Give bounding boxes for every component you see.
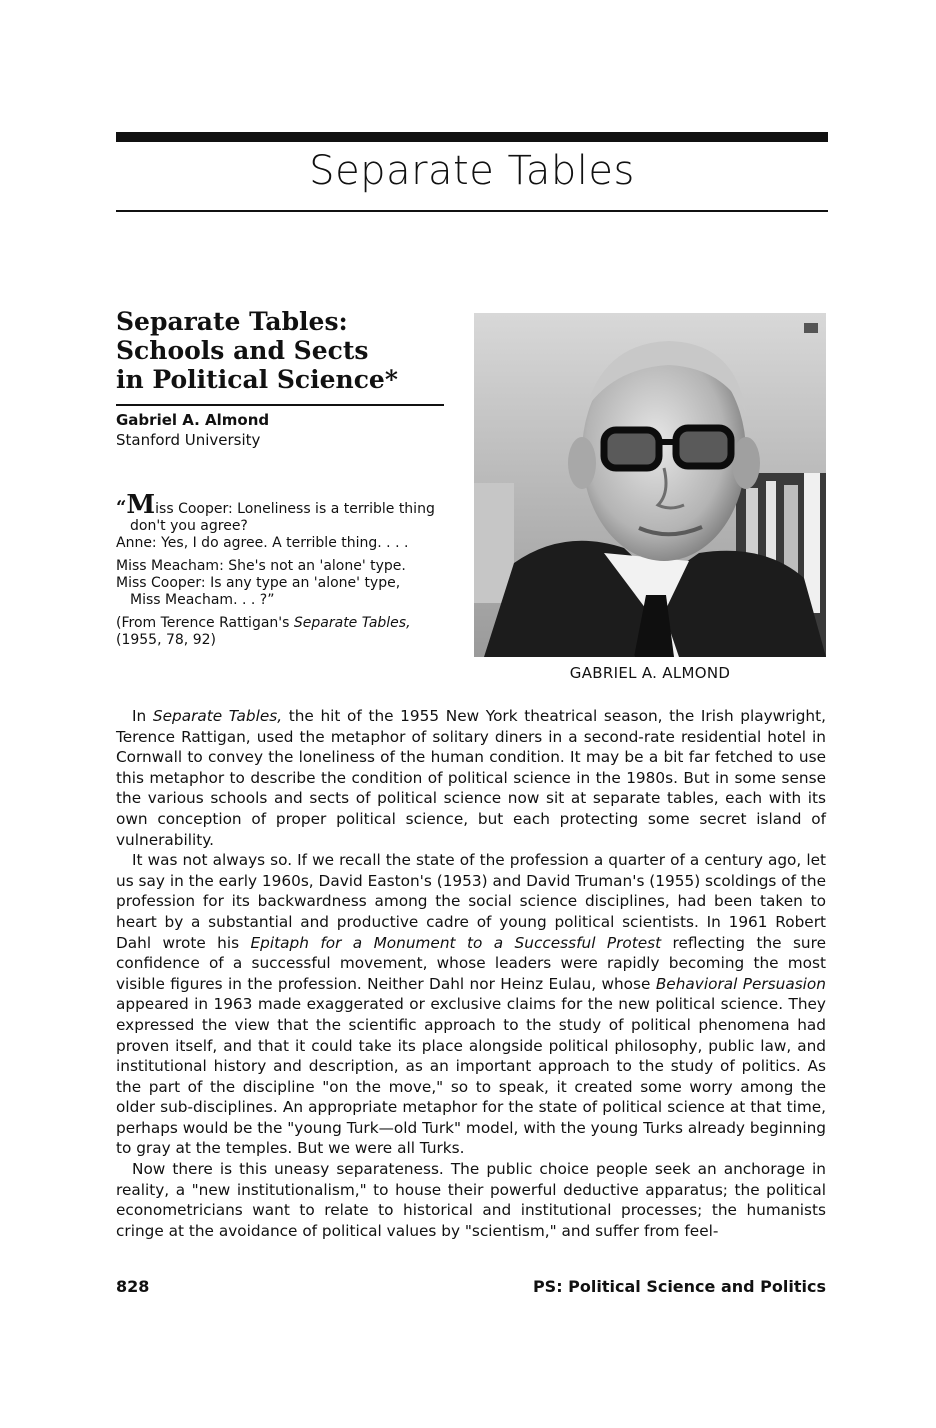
article-title-line: Schools and Sects: [116, 336, 369, 365]
author-photo: [474, 313, 826, 657]
drop-cap: M: [126, 490, 156, 520]
epigraph-line: Anne: Yes, I do agree. A terrible thing. . . .: [116, 535, 409, 551]
title-rule: [116, 404, 444, 406]
epigraph-line: Miss Meacham. . . ?”: [130, 592, 275, 608]
epigraph-line: don't you agree?: [130, 518, 248, 534]
header-bottom-rule: [116, 210, 828, 212]
article-body: [116, 706, 826, 1241]
header-top-rule: [116, 132, 828, 142]
body-paragraph: Now there is this uneasy separateness. The public choice people seek an anchorage in reality, a "new institutionalism," to house their powerful deductive apparatus; the political econometricians want to relate to historical and institutional processes; the humanists cringe at the avoidance of political values by "scientism," and suffer from feel-: [116, 1160, 826, 1240]
author-affiliation: Stanford University: [116, 431, 261, 449]
journal-name: PS: Political Science and Politics: [532, 1277, 826, 1296]
photo-caption: GABRIEL A. ALMOND: [569, 664, 731, 682]
page-number: 828: [116, 1277, 150, 1296]
epigraph-line: “Miss Cooper: Loneliness is a terrible thing: [116, 490, 435, 520]
epigraph-source: (From Terence Rattigan's Separate Tables,: [116, 615, 411, 631]
body-paragraph: In Separate Tables, the hit of the 1955 New York theatrical season, the Irish playwright, Terence Rattigan, used the metaphor of solitary diners in a second-rate residential hotel in Cornwall to convey the loneliness of the human condition. It may be a bit far fetched to use this metaphor to describe the condition of political science in the 1980s. But in some sense the various schools and sects of political science now sit at separate tables, each with its own conception of proper political science, but each protecting some secret island of vulnerability.: [116, 707, 826, 849]
body-paragraph: It was not always so. If we recall the state of the profession a quarter of a century ago, let us say in the early 1960s, David Easton's (1953) and David Truman's (1955) scoldings of the profession for its backwardness among the social science disciplines, had been taken to heart by a substantial and productive cadre of young political scientists. In 1961 Robert Dahl wrote his Epitaph for a Monument to a Successful Protest reflecting the sure confidence of a successful movement, whose leaders were rapidly becoming the most visible figures in the profession. Neither Dahl nor Heinz Eulau, whose Behavioral Persuasion appeared in 1963 made exaggerated or exclusive claims for the new political science. They expressed the view that the scientific approach to the study of political phenomena had proven itself, and that it could take its place alongside political philosophy, public law, and institutional history and description, as an important approach to the study of politics. As the part of the discipline "on the move," so to speak, it created some worry among the older sub-disciplines. An appropriate metaphor for the state of political science at that time, perhaps would be the "young Turk—old Turk" model, with the young Turks already beginning to gray at the temples. But we were all Turks.: [116, 851, 826, 1158]
epigraph-source-year: (1955, 78, 92): [116, 632, 216, 648]
epigraph-line: Miss Meacham: She's not an 'alone' type.: [116, 558, 406, 574]
article-title-line: in Political Science*: [116, 365, 398, 394]
article-title-line: Separate Tables:: [116, 307, 348, 336]
author-name: Gabriel A. Almond: [116, 411, 270, 429]
portrait-image: [474, 313, 826, 657]
epigraph-line: Miss Cooper: Is any type an 'alone' type,: [116, 575, 401, 591]
section-title: Separate Tables: [309, 148, 635, 194]
epigraph: [116, 490, 456, 649]
article-title: [116, 307, 446, 394]
